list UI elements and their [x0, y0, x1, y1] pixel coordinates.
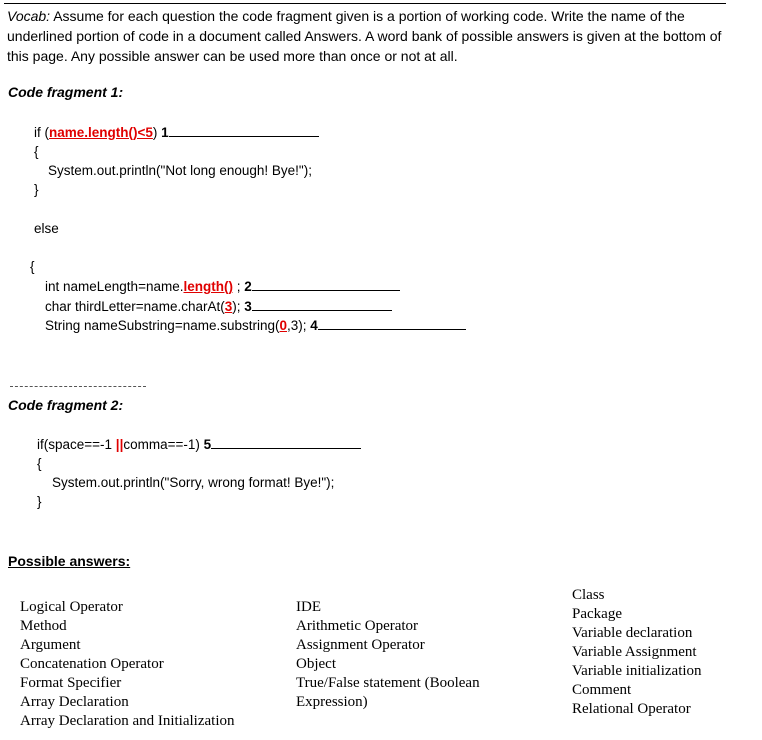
- answer-option: Comment: [572, 682, 632, 698]
- fragment1-line2: {: [34, 144, 39, 159]
- answers-column-2: [296, 598, 480, 712]
- separator-dashed: [10, 386, 146, 387]
- answer-option: Arithmetic Operator: [296, 618, 419, 634]
- answer-option: Array Declaration: [20, 694, 129, 710]
- answer-number-3: 3: [244, 299, 252, 314]
- answer-option: Variable declaration: [572, 625, 693, 641]
- underlined-method: length(): [183, 279, 233, 294]
- fragment1-line5: else: [34, 221, 59, 236]
- answer-option: Expression): [296, 694, 368, 710]
- answer-number-4: 4: [310, 318, 318, 333]
- answer-option: Object: [296, 656, 336, 672]
- answer-blank-4[interactable]: [318, 317, 466, 330]
- answer-option: Relational Operator: [572, 701, 691, 717]
- fragment1-line3: System.out.println("Not long enough! Bye!");: [48, 163, 312, 178]
- answer-option: Package: [572, 606, 622, 622]
- answer-option: Class: [572, 587, 605, 603]
- fragment2-line3: System.out.println("Sorry, wrong format! Bye!");: [52, 475, 335, 490]
- answer-number-1: 1: [161, 125, 169, 140]
- answer-blank-1[interactable]: [169, 124, 319, 137]
- underlined-argument-3: 3: [224, 299, 233, 314]
- top-rule: [4, 3, 726, 4]
- intro-label: Vocab:: [7, 8, 51, 24]
- answer-option: Format Specifier: [20, 675, 122, 691]
- fragment1-line7: int nameLength=name.length() ; 2: [45, 278, 400, 294]
- answer-option: True/False statement (Boolean: [296, 675, 480, 691]
- possible-answers-heading: Possible answers:: [8, 553, 131, 569]
- answer-option: Logical Operator: [20, 599, 123, 615]
- answer-number-2: 2: [244, 279, 252, 294]
- fragment1-line8: char thirdLetter=name.charAt(3); 3: [45, 298, 392, 314]
- fragment2-line1: if(space==-1 ||comma==-1) 5: [37, 436, 361, 452]
- underlined-logical-or: ||: [115, 437, 124, 452]
- fragment1-line4: }: [34, 182, 39, 197]
- answer-option: Assignment Operator: [296, 637, 425, 653]
- answers-column-1: [20, 598, 235, 731]
- answer-option: IDE: [296, 599, 321, 615]
- answer-option: Method: [20, 618, 67, 634]
- fragment2-line4: }: [37, 494, 42, 509]
- answer-option: Argument: [20, 637, 81, 653]
- intro-text: Assume for each question the code fragment given is a portion of working code. Write the name of the underlined portion of code in a document called Answers. A word bank of possible answers is given at the bottom of this page. Any possible answer can be used more than once or not at all.: [7, 8, 722, 64]
- fragment2-heading: Code fragment 2:: [8, 397, 124, 413]
- answer-number-5: 5: [203, 437, 212, 452]
- fragment1-line9: String nameSubstring=name.substring(0,3); 4: [45, 317, 466, 333]
- answer-option: Variable Assignment: [572, 644, 697, 660]
- answer-blank-2[interactable]: [252, 278, 400, 291]
- fragment1-line1: if (name.length()<5) 1: [34, 124, 319, 140]
- answer-option: Concatenation Operator: [20, 656, 164, 672]
- underlined-condition: name.length()<5: [49, 125, 153, 140]
- fragment2-line2: {: [37, 456, 42, 471]
- answer-blank-3[interactable]: [252, 298, 392, 311]
- answer-blank-5[interactable]: [211, 436, 361, 449]
- intro-paragraph: [7, 6, 747, 66]
- answers-column-3: [572, 586, 702, 719]
- answer-option: Array Declaration and Initialization: [20, 713, 235, 729]
- answer-option: Variable initialization: [572, 663, 702, 679]
- fragment1-line6: {: [30, 259, 35, 274]
- fragment1-heading: Code fragment 1:: [8, 84, 124, 100]
- underlined-argument-0: 0: [279, 318, 288, 333]
